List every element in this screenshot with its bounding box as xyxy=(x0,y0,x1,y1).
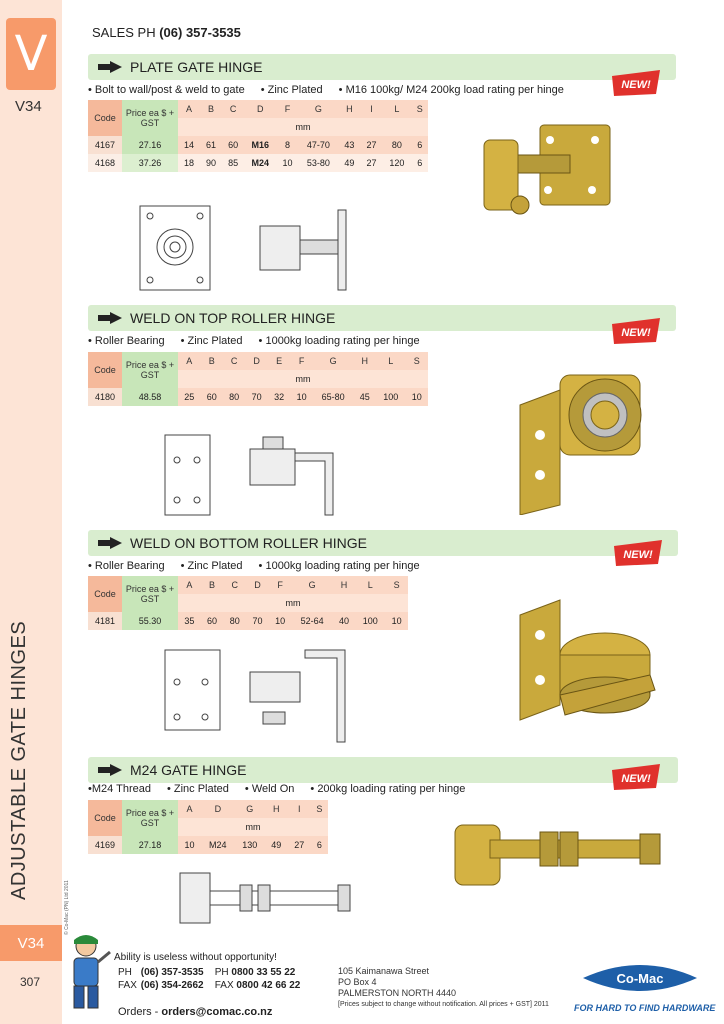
cell: 27 xyxy=(288,836,311,854)
section-title: WELD ON BOTTOM ROLLER HINGE xyxy=(130,535,367,551)
col-header: D xyxy=(246,576,269,594)
col-header: S xyxy=(385,576,408,594)
contact-line xyxy=(118,979,300,992)
ph-label-2: PH xyxy=(214,967,229,978)
cell: 80 xyxy=(382,136,411,154)
feature-list xyxy=(88,84,564,96)
table-row xyxy=(88,388,428,406)
weld-on-top-roller-hinge-diagram xyxy=(155,415,365,525)
feature-item: • Zinc Plated xyxy=(180,335,243,347)
cell: 70 xyxy=(245,388,267,406)
col-header: S xyxy=(311,800,328,818)
table-row xyxy=(88,612,408,630)
cell: 80 xyxy=(223,612,246,630)
col-header: G xyxy=(292,576,333,594)
fax-label-2: FAX xyxy=(214,980,234,991)
col-header: Code xyxy=(88,100,122,136)
cell: 37.26 xyxy=(122,154,178,172)
col-header: S xyxy=(406,352,429,370)
cell: 10 xyxy=(406,388,429,406)
cell: 6 xyxy=(311,836,328,854)
cell: 60 xyxy=(222,136,244,154)
section-title: WELD ON TOP ROLLER HINGE xyxy=(130,310,336,326)
cell: 10 xyxy=(269,612,292,630)
col-header: G xyxy=(313,352,354,370)
col-header: L xyxy=(376,352,406,370)
feature-item: • Roller Bearing xyxy=(88,560,165,572)
col-header: D xyxy=(245,352,267,370)
copyright-note: © Co-Mac (PN) Ltd 2011 xyxy=(64,880,70,935)
col-header: B xyxy=(201,576,224,594)
freephone-number: 0800 33 55 22 xyxy=(231,967,296,978)
cell: 4169 xyxy=(88,836,122,854)
feature-item: • M16 100kg/ M24 200kg load rating per hinge xyxy=(338,84,564,96)
col-header: D xyxy=(244,100,276,118)
col-header: I xyxy=(360,100,382,118)
col-header: F xyxy=(269,576,292,594)
section-letter: V xyxy=(6,18,56,90)
section-header-m24-gate-hinge xyxy=(88,757,678,783)
fax-label: FAX xyxy=(118,980,137,991)
cell: 35 xyxy=(178,612,201,630)
feature-list xyxy=(88,335,420,347)
cell: 130 xyxy=(235,836,265,854)
feature-list xyxy=(88,783,465,795)
feature-item: • Zinc Plated xyxy=(260,84,323,96)
new-badge xyxy=(612,538,664,568)
feature-item: • 1000kg loading rating per hinge xyxy=(258,560,420,572)
phone-number: (06) 357-3535 xyxy=(140,967,204,978)
feature-item: • Zinc Plated xyxy=(166,783,229,795)
cell: 40 xyxy=(333,612,356,630)
disclaimer: [Prices subject to change without notification. All prices + GST] 2011 xyxy=(338,1001,549,1008)
badge-text: NEW! xyxy=(623,549,653,561)
comac-logo xyxy=(575,958,705,998)
cell: 43 xyxy=(338,136,360,154)
weld-on-bottom-roller-hinge-photo xyxy=(505,595,660,745)
cell: 10 xyxy=(290,388,312,406)
cell: 4180 xyxy=(88,388,122,406)
cell: 10 xyxy=(385,612,408,630)
fax-number: (06) 354-2662 xyxy=(140,980,204,991)
col-header: H xyxy=(265,800,288,818)
unit-label: mm xyxy=(178,818,328,836)
section-title: M24 GATE HINGE xyxy=(130,762,247,778)
section-code-top: V34 xyxy=(15,98,42,115)
col-header: Price ea $ + GST xyxy=(122,100,178,136)
sales-phone-header xyxy=(92,25,241,40)
weld-on-top-roller-hinge-photo xyxy=(510,365,660,515)
cell: 60 xyxy=(201,612,224,630)
cell: M24 xyxy=(201,836,235,854)
cell: 18 xyxy=(178,154,200,172)
vertical-category-title: ADJUSTABLE GATE HINGES xyxy=(8,620,30,900)
plate-gate-hinge-diagram xyxy=(110,192,370,300)
col-header: Code xyxy=(88,800,122,836)
section-header-weld-on-bottom-roller-hinge xyxy=(88,530,678,556)
unit-label: mm xyxy=(178,594,408,612)
col-header: H xyxy=(354,352,376,370)
cell: 80 xyxy=(223,388,245,406)
cell: 100 xyxy=(376,388,406,406)
table-row xyxy=(88,136,428,154)
col-header: I xyxy=(288,800,311,818)
address-block xyxy=(338,966,549,1010)
contact-line xyxy=(118,966,300,979)
contact-block xyxy=(118,966,300,992)
cell: M16 xyxy=(244,136,276,154)
cell: 90 xyxy=(200,154,222,172)
col-header: L xyxy=(382,100,411,118)
table-row xyxy=(88,154,428,172)
new-badge xyxy=(610,68,662,98)
section-code-bottom: V34 xyxy=(0,925,62,961)
orders-email-link[interactable]: orders@comac.co.nz xyxy=(161,1006,273,1018)
cell: 32 xyxy=(268,388,290,406)
mascot-illustration xyxy=(64,932,112,1012)
col-header: G xyxy=(298,100,338,118)
cell: 6 xyxy=(411,154,428,172)
col-header: Code xyxy=(88,576,122,612)
cell: 61 xyxy=(200,136,222,154)
feature-item: •M24 Thread xyxy=(88,783,151,795)
cell: 48.58 xyxy=(122,388,178,406)
col-header: A xyxy=(178,100,200,118)
unit-label: mm xyxy=(178,118,428,136)
cell: 70 xyxy=(246,612,269,630)
spec-table-m24-gate-hinge xyxy=(88,800,328,854)
col-header: D xyxy=(201,800,235,818)
cell: 4181 xyxy=(88,612,122,630)
cell: 53-80 xyxy=(298,154,338,172)
cell: 27.18 xyxy=(122,836,178,854)
col-header: B xyxy=(200,352,222,370)
col-header: A xyxy=(178,352,200,370)
badge-text: NEW! xyxy=(621,773,651,785)
freefax-number: 0800 42 66 22 xyxy=(236,980,301,991)
section-title: PLATE GATE HINGE xyxy=(130,59,263,75)
tagline: FOR HARD TO FIND HARDWARE xyxy=(574,1003,716,1013)
m24-gate-hinge-photo xyxy=(445,810,670,900)
cell: 4167 xyxy=(88,136,122,154)
cell: 45 xyxy=(354,388,376,406)
table-row xyxy=(88,836,328,854)
m24-gate-hinge-diagram xyxy=(170,865,360,945)
spec-table-plate-gate-hinge xyxy=(88,100,428,172)
cell: 60 xyxy=(200,388,222,406)
col-header: H xyxy=(333,576,356,594)
col-header: L xyxy=(355,576,385,594)
arrow-icon xyxy=(98,61,122,73)
col-header: C xyxy=(223,576,246,594)
cell: 52-64 xyxy=(292,612,333,630)
cell: 27 xyxy=(360,136,382,154)
address-line: PO Box 4 xyxy=(338,977,377,987)
col-header: G xyxy=(235,800,265,818)
col-header: Price ea $ + GST xyxy=(122,576,178,612)
col-header: F xyxy=(276,100,298,118)
col-header: Code xyxy=(88,352,122,388)
spec-table-weld-on-top-roller-hinge xyxy=(88,352,428,406)
col-header: B xyxy=(200,100,222,118)
col-header: A xyxy=(178,576,201,594)
ph-label: PH xyxy=(118,967,132,978)
cell: 6 xyxy=(411,136,428,154)
cell: 49 xyxy=(265,836,288,854)
col-header: H xyxy=(338,100,360,118)
new-badge xyxy=(610,762,662,792)
cell: 27.16 xyxy=(122,136,178,154)
cell: 120 xyxy=(382,154,411,172)
section-header-weld-on-top-roller-hinge xyxy=(88,305,676,331)
cell: 25 xyxy=(178,388,200,406)
cell: 47-70 xyxy=(298,136,338,154)
col-header: E xyxy=(268,352,290,370)
cell: 85 xyxy=(222,154,244,172)
feature-item: • Weld On xyxy=(244,783,295,795)
cell: 14 xyxy=(178,136,200,154)
section-header-plate-gate-hinge xyxy=(88,54,676,80)
sales-label: SALES PH xyxy=(92,25,156,40)
cell: 4168 xyxy=(88,154,122,172)
feature-item: • Bolt to wall/post & weld to gate xyxy=(88,84,245,96)
cell: 65-80 xyxy=(313,388,354,406)
col-header: C xyxy=(223,352,245,370)
cell: 10 xyxy=(276,154,298,172)
feature-item: • 200kg loading rating per hinge xyxy=(310,783,466,795)
badge-text: NEW! xyxy=(621,79,651,91)
new-badge xyxy=(610,316,662,346)
col-header: A xyxy=(178,800,201,818)
col-header: C xyxy=(222,100,244,118)
unit-label: mm xyxy=(178,370,428,388)
col-header: S xyxy=(411,100,428,118)
spec-table-weld-on-bottom-roller-hinge xyxy=(88,576,408,630)
col-header: Price ea $ + GST xyxy=(122,352,178,388)
feature-list xyxy=(88,560,420,572)
col-header: Price ea $ + GST xyxy=(122,800,178,836)
feature-item: • Roller Bearing xyxy=(88,335,165,347)
address-line: 105 Kaimanawa Street xyxy=(338,966,430,976)
cell: 100 xyxy=(355,612,385,630)
arrow-icon xyxy=(98,312,122,324)
page-number: 307 xyxy=(20,975,41,989)
feature-item: • 1000kg loading rating per hinge xyxy=(258,335,420,347)
badge-text: NEW! xyxy=(621,327,651,339)
cell: 49 xyxy=(338,154,360,172)
orders-label: Orders - xyxy=(118,1006,159,1018)
cell: M24 xyxy=(244,154,276,172)
cell: 27 xyxy=(360,154,382,172)
arrow-icon xyxy=(98,764,122,776)
cell: 8 xyxy=(276,136,298,154)
col-header: F xyxy=(290,352,312,370)
sales-phone: (06) 357-3535 xyxy=(159,25,241,40)
plate-gate-hinge-photo xyxy=(470,110,620,240)
slogan: Ability is useless without opportunity! xyxy=(114,952,277,963)
logo-text: Co-Mac xyxy=(616,971,664,986)
cell: 10 xyxy=(178,836,201,854)
address-line: PALMERSTON NORTH 4440 xyxy=(338,988,457,998)
feature-item: • Zinc Plated xyxy=(180,560,243,572)
cell: 55.30 xyxy=(122,612,178,630)
orders-line xyxy=(118,1006,272,1018)
weld-on-bottom-roller-hinge-diagram xyxy=(155,642,365,752)
arrow-icon xyxy=(98,537,122,549)
